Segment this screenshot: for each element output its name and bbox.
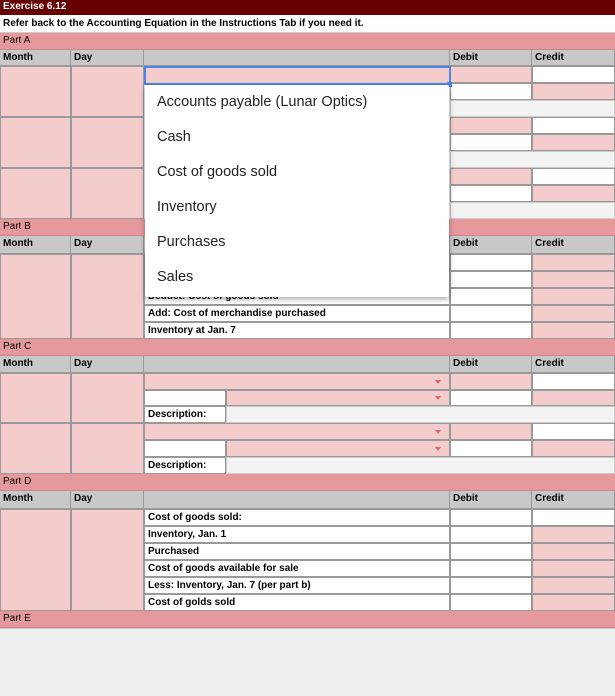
month-header: Month [0,356,71,373]
description-cell[interactable] [450,202,615,219]
description-label: Description: [144,406,226,423]
debit-cell[interactable] [450,322,532,339]
credit-cell[interactable] [532,373,615,390]
credit-header: Credit [532,356,615,373]
instruction-note: Refer back to the Accounting Equation in the Instructions Tab if you need it. [0,15,615,33]
description-cell[interactable] [450,100,615,117]
debit-cell[interactable] [450,440,532,457]
debit-cell[interactable] [450,66,532,83]
credit-cell[interactable] [532,117,615,134]
debit-cell[interactable] [450,543,532,560]
debit-cell[interactable] [450,185,532,202]
day-cell[interactable] [71,66,144,117]
credit-cell[interactable] [532,271,615,288]
dropdown-option-sales[interactable]: Sales [157,269,194,285]
empty-sheet-area [0,628,615,696]
credit-cell[interactable] [532,526,615,543]
debit-cell[interactable] [450,288,532,305]
description-input[interactable] [226,406,615,423]
debit-header: Debit [450,50,532,66]
month-cell[interactable] [0,254,71,339]
active-account-cell[interactable] [144,66,451,85]
month-header: Month [0,236,71,254]
credit-cell[interactable] [532,577,615,594]
month-cell[interactable] [0,66,71,117]
debit-cell[interactable] [450,117,532,134]
description-label: Description: [144,457,226,474]
dropdown-arrow-icon[interactable] [435,447,441,451]
credit-cell[interactable] [532,509,615,526]
dropdown-arrow-icon[interactable] [435,380,441,384]
debit-cell[interactable] [450,168,532,185]
account-dropdown-list[interactable] [145,85,449,297]
description-cell[interactable] [450,151,615,168]
debit-cell[interactable] [450,390,532,406]
statement-row-label: Cost of goods available for sale [144,560,450,577]
debit-cell[interactable] [450,423,532,440]
account-header [144,356,450,373]
day-cell[interactable] [71,423,144,474]
dropdown-option-cash[interactable]: Cash [157,129,191,145]
credit-header: Credit [532,236,615,254]
part-c-header: Part C [0,339,615,356]
month-header: Month [0,491,71,509]
debit-header: Debit [450,356,532,373]
day-cell[interactable] [71,254,144,339]
day-header: Day [71,356,144,373]
month-cell[interactable] [0,373,71,423]
day-cell[interactable] [71,509,144,611]
credit-cell[interactable] [532,254,615,271]
debit-cell[interactable] [450,271,532,288]
day-cell[interactable] [71,168,144,219]
day-header: Day [71,50,144,66]
account-header [144,50,450,66]
account-dropdown-cell[interactable] [144,423,450,440]
dropdown-arrow-icon[interactable] [435,430,441,434]
dropdown-option-purchases[interactable]: Purchases [157,234,226,250]
month-cell[interactable] [0,423,71,474]
debit-cell[interactable] [450,254,532,271]
dropdown-option-accounts-payable[interactable]: Accounts payable (Lunar Optics) [157,94,368,110]
debit-cell[interactable] [450,373,532,390]
credit-cell[interactable] [532,390,615,406]
credit-cell[interactable] [532,134,615,151]
account-dropdown-cell[interactable] [144,373,450,390]
indent-cell[interactable] [144,390,226,406]
month-cell[interactable] [0,509,71,611]
debit-cell[interactable] [450,509,532,526]
debit-cell[interactable] [450,134,532,151]
debit-cell[interactable] [450,305,532,322]
credit-cell[interactable] [532,322,615,339]
exercise-title: Exercise 6.12 [0,0,615,15]
day-cell[interactable] [71,117,144,168]
month-cell[interactable] [0,117,71,168]
account-dropdown-cell[interactable] [226,440,450,457]
part-d-header: Part D [0,474,615,491]
credit-cell[interactable] [532,594,615,611]
credit-cell[interactable] [532,168,615,185]
part-b-header: Part B [0,219,615,236]
debit-header: Debit [450,236,532,254]
statement-row-label: Inventory, Jan. 1 [144,526,450,543]
day-cell[interactable] [71,373,144,423]
statement-row-label: Cost of golds sold [144,594,450,611]
debit-cell[interactable] [450,594,532,611]
debit-cell[interactable] [450,577,532,594]
month-cell[interactable] [0,168,71,219]
month-header: Month [0,50,71,66]
credit-cell[interactable] [532,83,615,100]
credit-cell[interactable] [532,305,615,322]
credit-cell[interactable] [532,440,615,457]
account-dropdown-cell[interactable] [226,390,450,406]
dropdown-arrow-icon[interactable] [435,396,441,400]
statement-row-label: Less: Inventory, Jan. 7 (per part b) [144,577,450,594]
part-e-header: Part E [0,611,615,628]
part-a-header: Part A [0,33,615,50]
statement-row-label: Inventory at Jan. 7 [144,322,450,339]
debit-cell[interactable] [450,526,532,543]
statement-row-label: Cost of goods sold: [144,509,450,526]
debit-cell[interactable] [450,83,532,100]
credit-cell[interactable] [532,423,615,440]
account-header [144,491,450,509]
dropdown-option-cost-of-goods-sold[interactable]: Cost of goods sold [157,164,278,180]
credit-cell[interactable] [532,66,615,83]
credit-cell[interactable] [532,543,615,560]
day-header: Day [71,236,144,254]
debit-header: Debit [450,491,532,509]
credit-header: Credit [532,491,615,509]
credit-cell[interactable] [532,560,615,577]
debit-cell[interactable] [450,560,532,577]
credit-cell[interactable] [532,185,615,202]
indent-cell[interactable] [144,440,226,457]
description-input[interactable] [226,457,615,474]
day-header: Day [71,491,144,509]
dropdown-option-inventory[interactable]: Inventory [157,199,217,215]
statement-row-label: Purchased [144,543,450,560]
credit-header: Credit [532,50,615,66]
credit-cell[interactable] [532,288,615,305]
statement-row-label: Add: Cost of merchandise purchased [144,305,450,322]
